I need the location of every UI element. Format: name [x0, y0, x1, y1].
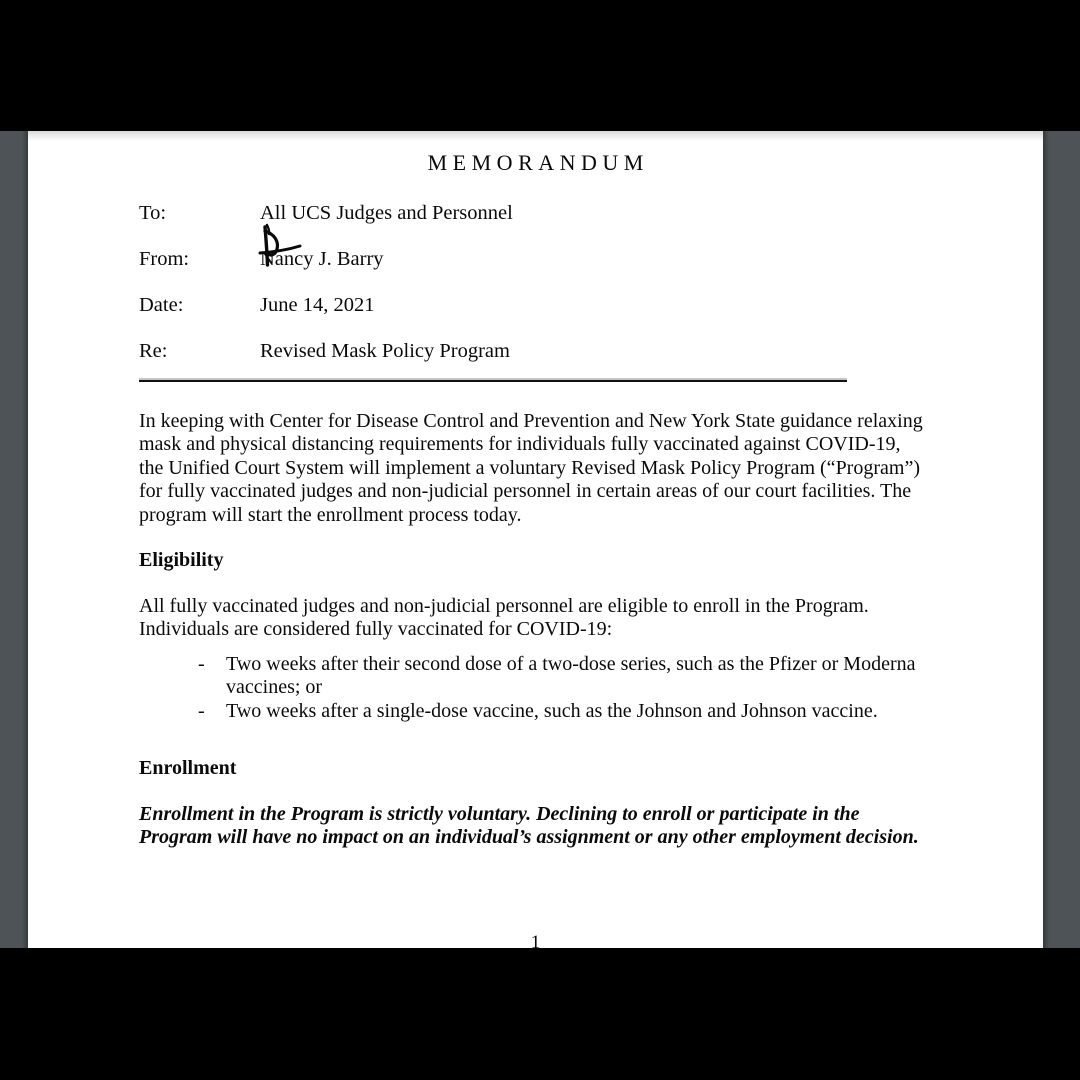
- list-item: [139, 653, 939, 700]
- section-paragraph-enrollment: Enrollment in the Program is strictly voluntary. Declining to enroll or participate in the Program will have no impact on an individual’s assignment or any other employment decision.: [139, 803, 919, 849]
- page-sheet: [28, 131, 1043, 948]
- section-paragraph-eligibility: All fully vaccinated judges and non-judicial personnel are eligible to enroll in the Program. Individuals are considered fully vaccinated for COVID-19:: [139, 595, 869, 641]
- memo-title: MEMORANDUM: [427, 150, 649, 175]
- list-marker-icon: -: [198, 699, 205, 722]
- memo-field-re-label: Re:: [139, 340, 168, 362]
- list-item-text: Two weeks after their second dose of a two-dose series, such as the Pfizer or Moderna vaccines; or: [226, 653, 916, 699]
- page-number: 1: [530, 932, 541, 948]
- section-heading-enrollment: Enrollment: [139, 757, 237, 779]
- header-divider-rule: [139, 380, 847, 382]
- memo-field-date: [139, 295, 374, 316]
- eligibility-list: [139, 653, 939, 723]
- letterbox-bottom: [0, 948, 1080, 1080]
- list-marker-icon: -: [198, 653, 205, 675]
- memo-field-re: [139, 341, 510, 362]
- document-page[interactable]: [28, 131, 1043, 948]
- memo-field-date-value: June 14, 2021: [260, 294, 375, 316]
- list-item: [139, 700, 939, 723]
- viewer-gutter-left: [0, 131, 28, 948]
- memo-field-from-value: Nancy J. Barry: [260, 248, 384, 270]
- memo-field-to-label: To:: [139, 202, 167, 224]
- memo-field-re-value: Revised Mask Policy Program: [260, 340, 510, 362]
- memo-field-date-label: Date:: [139, 294, 184, 316]
- memo-field-from-label: From:: [139, 248, 190, 270]
- intro-paragraph: In keeping with Center for Disease Control and Prevention and New York State guidance relaxing mask and physical distancing requirements for individuals fully vaccinated against COVID-19, the Unified Court System will implement a voluntary Revised Mask Policy Program (“Program”) for fully vaccinated judges and non-judicial personnel in certain areas of our court facilities. The program will start the enrollment process today.: [139, 410, 923, 526]
- memo-field-to: [139, 203, 513, 224]
- memo-field-from: [139, 249, 384, 270]
- memo-field-to-value: All UCS Judges and Personnel: [260, 202, 513, 224]
- letterbox-top: [0, 0, 1080, 131]
- section-heading-eligibility: Eligibility: [139, 549, 224, 571]
- viewer-gutter-right: [1043, 131, 1080, 948]
- list-item-text: Two weeks after a single-dose vaccine, such as the Johnson and Johnson vaccine.: [226, 699, 878, 722]
